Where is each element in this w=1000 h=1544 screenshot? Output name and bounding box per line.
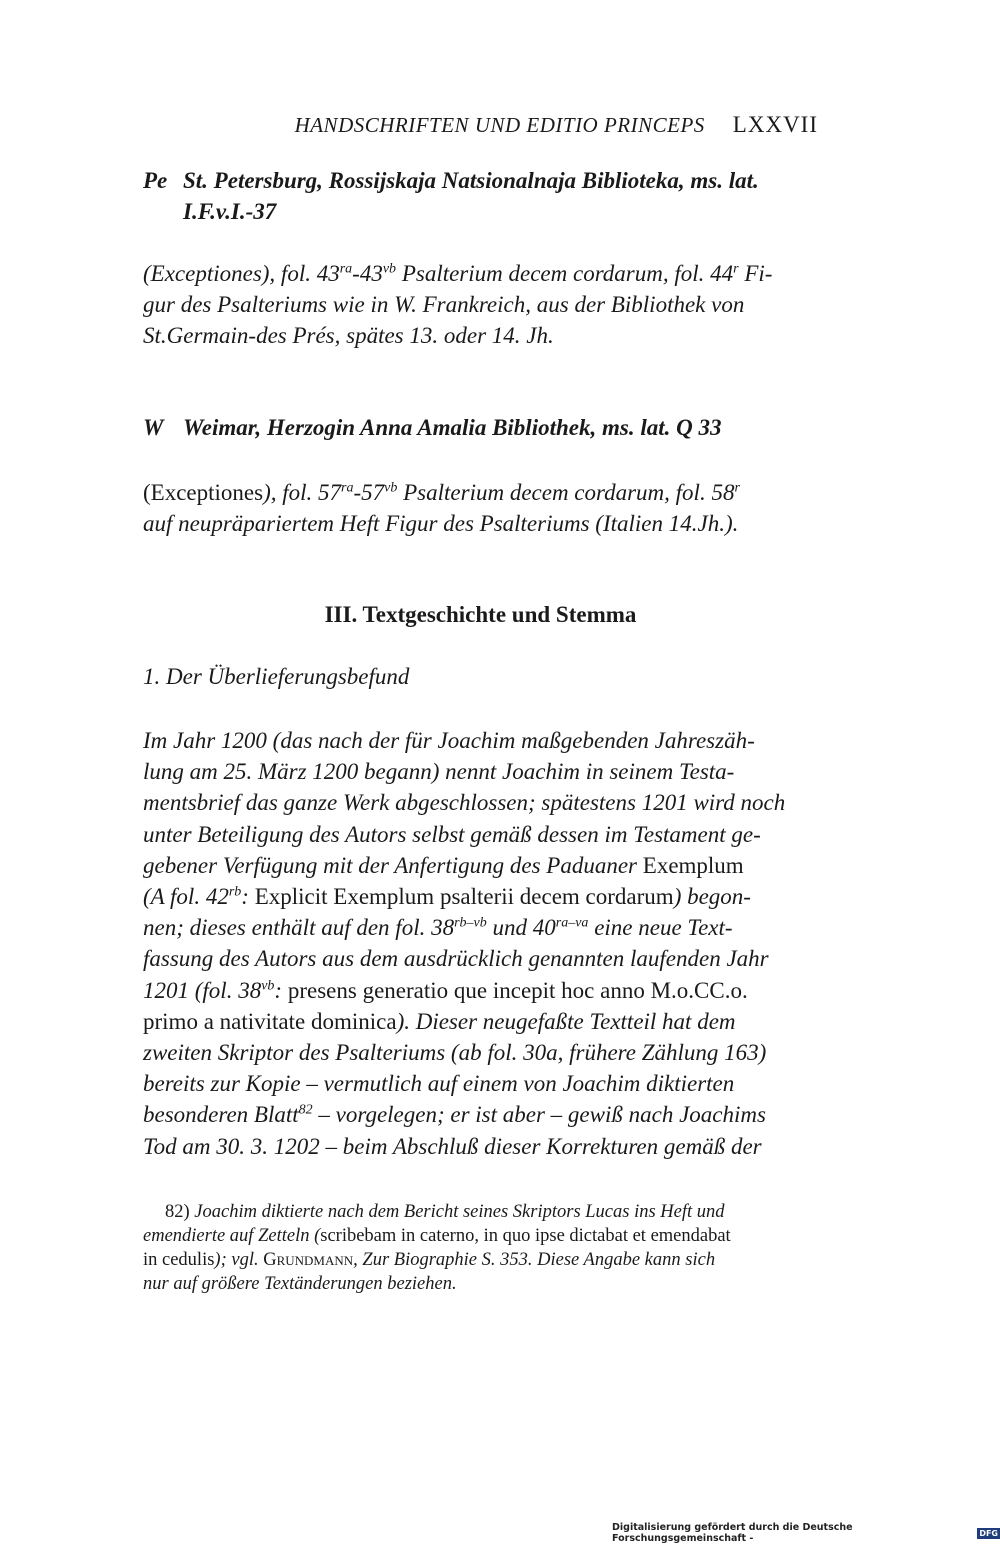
- shelfmark-line-1: St. Petersburg, Rossijskaja Natsionalnaja Biblioteka, ms. lat.: [183, 168, 759, 193]
- page-number: LXXVII: [732, 112, 818, 137]
- manuscript-entry-pe: [143, 165, 818, 227]
- body-paragraph: Im Jahr 1200 (das nach der für Joachim maßgebenden Jahreszäh- lung am 25. März 1200 begann) nennt Joachim in seinem Testa- mentsbrief das ganze Werk abgeschlossen; spätestens 1201 wird noch unter Beteiligung des Autors selbst gemäß dessen im Testament ge- gebener Verfügung mit der Anfertigung des Paduaner Exemplum (A fol. $42^{rb}$: Explicit Exemplum psalterii decem cordarum) begon- nen; dieses enthält auf den fol. $38^{rb-vb}$ und $40^{ra-va}$ eine neue Text- fassung des Autors aus dem ausdrücklich genannten laufenden Jahr 1201 (fol. $38^{vb}$: presens generatio que incepit hoc anno M.o.CC.o. primo a nativitate dominica). Dieser neugefaßte Textteil hat dem zweiten Skriptor des Psalteriums (ab fol. 30a, frühere Zählung 163) bereits zur Kopie – vermutlich auf einem von Joachim diktierten besonderen Blatt$^{82}$ – vorgelegen; er ist aber – gewiß nach Joachims Tod am 30. 3. 1202 – beim Abschluß dieser Korrekturen gemäß der: [143, 728, 786, 1159]
- footnote: 82) Joachim diktierte nach dem Bericht seines Skriptors Lucas ins Heft und emendierte auf Zetteln (scribebam in caterno, in quo ipse dictabat et emendabat in cedulis); vgl. Grundmann, Zur Biographie S. 353. Diese Angabe kann sich nur auf größere Textänderungen beziehen.: [143, 1202, 731, 1294]
- section-heading: III. Textgeschichte und Stemma: [324, 602, 637, 627]
- manuscript-description-pe: (Exceptiones), fol. $43^{ra}-43^{vb}$ Psalterium decem cordarum, fol. 44$^r$ Fi- gur des Psalteriums wie in W. Frankreich, aus der Bibliothek von St.Germain-des Prés, spätes 13. oder 14. Jh.: [143, 261, 773, 349]
- shelfmark-line-1: Weimar, Herzogin Anna Amalia Bibliothek, ms. lat. Q 33: [183, 415, 722, 440]
- footnote-number: 82): [165, 1202, 190, 1222]
- manuscript-entry-w: [143, 412, 818, 443]
- manuscript-description-w: (Exceptiones), fol. $57^{ra}-57^{vb}$ Psalterium decem cordarum, fol. 58$^r$ auf neupräpariertem Heft Figur des Psalteriums (Italien 14.Jh.).: [143, 480, 740, 537]
- running-head-title: HANDSCHRIFTEN UND EDITIO PRINCEPS: [294, 113, 705, 137]
- dfg-logo-icon: DFG: [979, 1528, 998, 1538]
- siglum: W: [143, 415, 164, 440]
- running-header: [143, 112, 818, 138]
- digitization-credit: Digitalisierung gefördert durch die Deutsche Forschungsgemeinschaft - DFG: [612, 1522, 998, 1544]
- siglum: Pe: [143, 168, 168, 193]
- subsection-heading: 1. Der Überlieferungsbefund: [143, 664, 410, 689]
- shelfmark-line-2: I.F.v.I.-37: [183, 199, 277, 224]
